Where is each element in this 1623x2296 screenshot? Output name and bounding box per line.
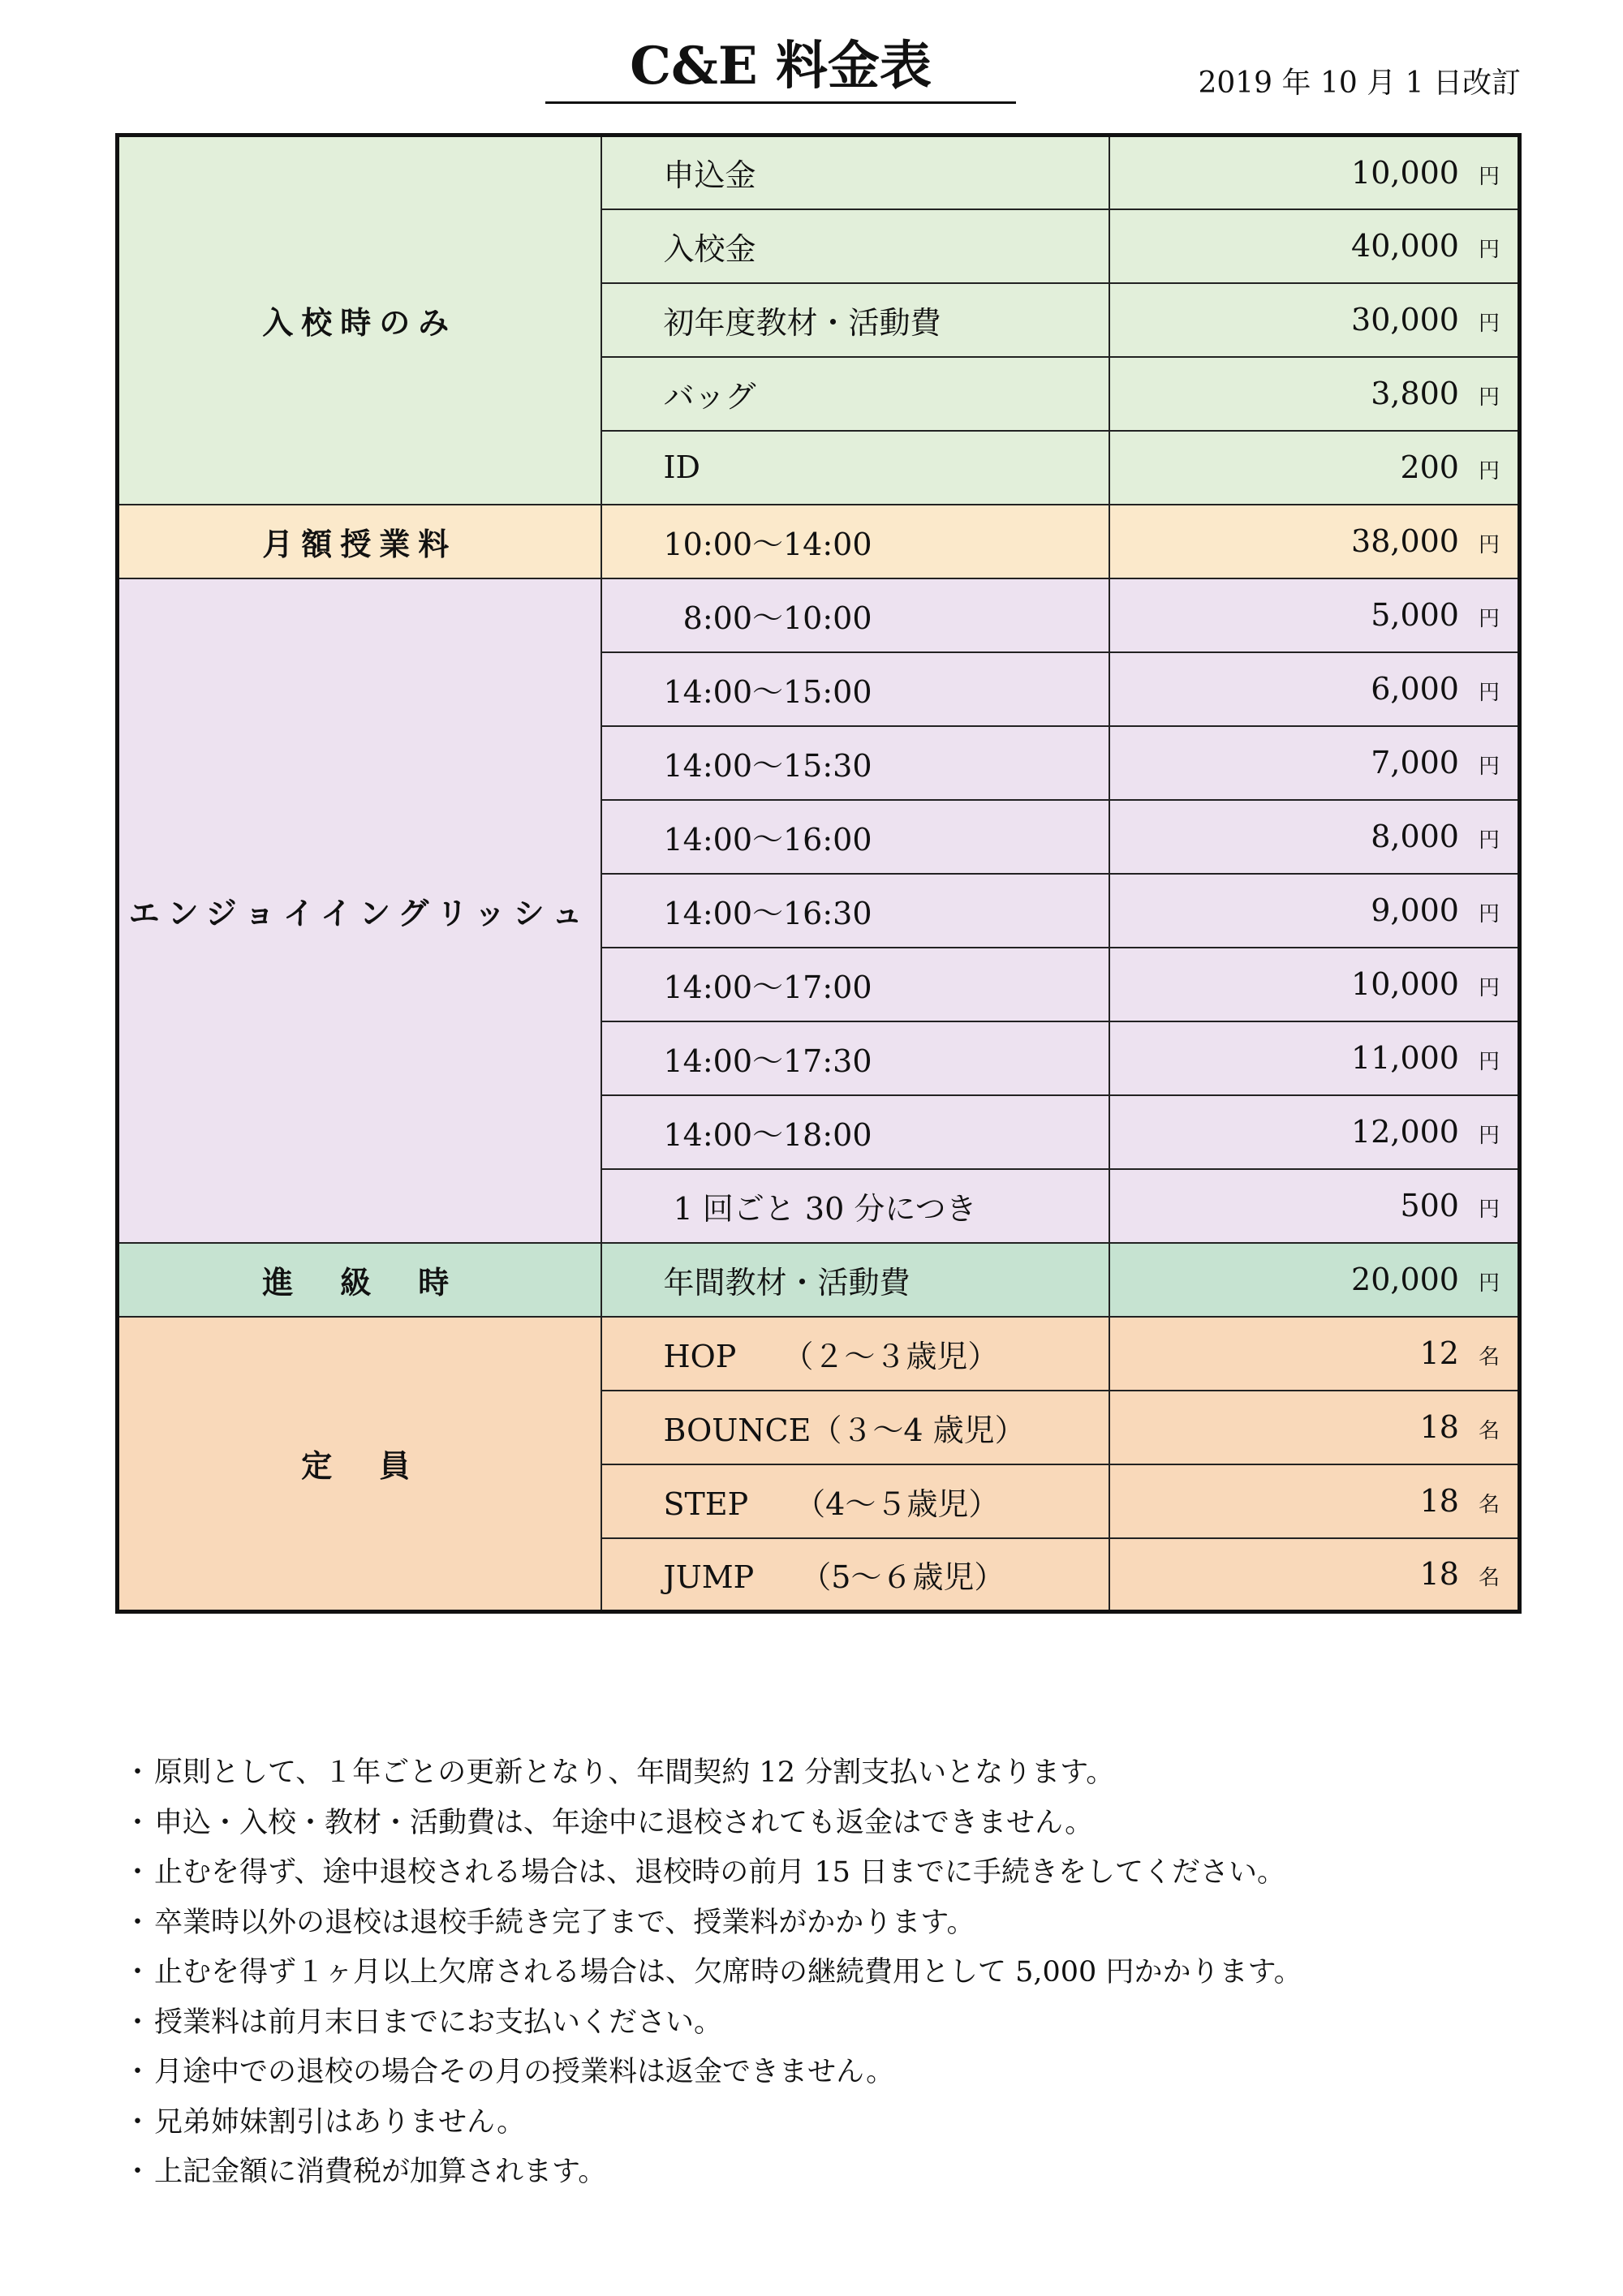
amount-value: 18 bbox=[1419, 1409, 1459, 1445]
amount-cell bbox=[1109, 1095, 1520, 1169]
amount-unit: 円 bbox=[1478, 164, 1500, 189]
amount-value: 6,000 bbox=[1371, 671, 1459, 707]
amount-cell bbox=[1109, 1391, 1520, 1464]
item-label: 14:00～16:30 bbox=[601, 874, 1109, 948]
category-label: 進 級 時 bbox=[118, 1243, 601, 1317]
fee-table bbox=[115, 133, 1522, 1614]
amount-cell bbox=[1109, 505, 1520, 578]
note-item: ・ 原則として、１年ごとの更新となり、年間契約 12 分割支払いとなります。 bbox=[154, 1748, 1302, 1799]
page-title: C&E 料金表 bbox=[545, 32, 1016, 104]
amount-unit: 円 bbox=[1478, 1124, 1500, 1148]
amount-cell bbox=[1109, 578, 1520, 652]
note-item: ・ 上記金額に消費税が加算されます。 bbox=[154, 2148, 1302, 2198]
amount-cell bbox=[1109, 1169, 1520, 1243]
item-label: JUMP （5～６歳児） bbox=[601, 1538, 1109, 1612]
amount-unit: 円 bbox=[1478, 238, 1500, 262]
amount-value: 10,000 bbox=[1351, 154, 1459, 191]
amount-unit: 円 bbox=[1478, 755, 1500, 779]
fee-row bbox=[118, 505, 1520, 578]
amount-cell bbox=[1109, 1243, 1520, 1317]
item-label: 14:00～17:30 bbox=[601, 1021, 1109, 1095]
item-label: バッグ bbox=[601, 357, 1109, 431]
amount-unit: 円 bbox=[1478, 1197, 1500, 1222]
fee-row bbox=[118, 578, 1520, 652]
item-label: 10:00～14:00 bbox=[601, 505, 1109, 578]
amount-cell bbox=[1109, 209, 1520, 283]
amount-unit: 円 bbox=[1478, 976, 1500, 1000]
amount-unit: 円 bbox=[1478, 607, 1500, 631]
amount-unit: 円 bbox=[1478, 385, 1500, 410]
amount-unit: 円 bbox=[1478, 902, 1500, 927]
item-label: 申込金 bbox=[601, 135, 1109, 209]
amount-unit: 円 bbox=[1478, 681, 1500, 705]
item-label: 1 回ごと 30 分につき bbox=[601, 1169, 1109, 1243]
amount-value: 500 bbox=[1400, 1188, 1459, 1223]
amount-value: 38,000 bbox=[1351, 523, 1459, 559]
note-item: ・ 卒業時以外の退校は退校手続き完了まで、授業料がかかります。 bbox=[154, 1898, 1302, 1949]
amount-unit: 円 bbox=[1478, 459, 1500, 484]
category-label: エンジョイイングリッシュ bbox=[118, 578, 601, 1243]
amount-value: 18 bbox=[1419, 1556, 1459, 1593]
amount-value: 3,800 bbox=[1371, 376, 1459, 411]
amount-cell bbox=[1109, 1317, 1520, 1391]
amount-cell bbox=[1109, 1021, 1520, 1095]
amount-cell bbox=[1109, 1464, 1520, 1538]
amount-value: 30,000 bbox=[1351, 302, 1459, 338]
fee-row bbox=[118, 1317, 1520, 1391]
amount-unit: 円 bbox=[1478, 533, 1500, 557]
amount-unit: 円 bbox=[1478, 828, 1500, 853]
notes-list bbox=[154, 1748, 1302, 2198]
note-item: ・ 申込・入校・教材・活動費は、年途中に退校されても返金はできません。 bbox=[154, 1799, 1302, 1849]
amount-cell bbox=[1109, 726, 1520, 800]
item-label: 14:00～16:00 bbox=[601, 800, 1109, 874]
amount-unit: 円 bbox=[1478, 312, 1500, 336]
amount-cell bbox=[1109, 135, 1520, 209]
amount-cell bbox=[1109, 874, 1520, 948]
fee-row bbox=[118, 135, 1520, 209]
item-label: 14:00～15:00 bbox=[601, 652, 1109, 726]
category-label: 月額授業料 bbox=[118, 505, 601, 578]
amount-value: 40,000 bbox=[1351, 228, 1459, 264]
amount-cell bbox=[1109, 800, 1520, 874]
amount-value: 11,000 bbox=[1351, 1040, 1459, 1076]
item-label: 14:00～17:00 bbox=[601, 948, 1109, 1021]
amount-value: 5,000 bbox=[1371, 597, 1459, 633]
amount-value: 8,000 bbox=[1371, 819, 1459, 854]
item-label: HOP （２～３歳児） bbox=[601, 1317, 1109, 1391]
note-item: ・ 止むを得ず、途中退校される場合は、退校時の前月 15 日までに手続きをしてください。 bbox=[154, 1848, 1302, 1898]
amount-value: 12 bbox=[1419, 1335, 1459, 1371]
amount-cell bbox=[1109, 652, 1520, 726]
item-label: 初年度教材・活動費 bbox=[601, 283, 1109, 357]
amount-cell bbox=[1109, 283, 1520, 357]
amount-cell bbox=[1109, 431, 1520, 505]
amount-unit: 円 bbox=[1478, 1271, 1500, 1296]
item-label: BOUNCE（３～4 歳児） bbox=[601, 1391, 1109, 1464]
amount-value: 7,000 bbox=[1371, 745, 1459, 780]
amount-unit: 円 bbox=[1478, 1050, 1500, 1074]
amount-value: 10,000 bbox=[1351, 966, 1459, 1002]
amount-cell bbox=[1109, 357, 1520, 431]
item-label: 14:00～15:30 bbox=[601, 726, 1109, 800]
item-label: ID bbox=[601, 431, 1109, 505]
fee-table-body bbox=[118, 135, 1520, 1612]
amount-unit: 名 bbox=[1478, 1566, 1500, 1591]
category-label: 定 員 bbox=[118, 1317, 601, 1612]
item-label: 14:00～18:00 bbox=[601, 1095, 1109, 1169]
amount-value: 200 bbox=[1400, 449, 1459, 485]
amount-value: 9,000 bbox=[1371, 892, 1459, 928]
note-item: ・ 授業料は前月末日までにお支払いください。 bbox=[154, 1998, 1302, 2049]
fee-row bbox=[118, 1243, 1520, 1317]
amount-cell bbox=[1109, 1538, 1520, 1612]
amount-value: 18 bbox=[1419, 1483, 1459, 1519]
amount-value: 20,000 bbox=[1351, 1262, 1459, 1297]
amount-unit: 名 bbox=[1478, 1493, 1500, 1517]
note-item: ・ 兄弟姉妹割引はありません。 bbox=[154, 2098, 1302, 2148]
amount-cell bbox=[1109, 948, 1520, 1021]
note-item: ・ 月途中での退校の場合その月の授業料は返金できません。 bbox=[154, 2048, 1302, 2098]
amount-unit: 名 bbox=[1478, 1419, 1500, 1443]
note-item: ・ 止むを得ず１ヶ月以上欠席される場合は、欠席時の継続費用として 5,000 円かかります。 bbox=[154, 1948, 1302, 1998]
category-label: 入校時のみ bbox=[118, 135, 601, 505]
revision-date: 2019 年 10 月 1 日改訂 bbox=[1198, 67, 1521, 100]
item-label: 入校金 bbox=[601, 209, 1109, 283]
amount-unit: 名 bbox=[1478, 1345, 1500, 1369]
item-label: 8:00～10:00 bbox=[601, 578, 1109, 652]
item-label: STEP （4～５歳児） bbox=[601, 1464, 1109, 1538]
amount-value: 12,000 bbox=[1351, 1114, 1459, 1150]
item-label: 年間教材・活動費 bbox=[601, 1243, 1109, 1317]
